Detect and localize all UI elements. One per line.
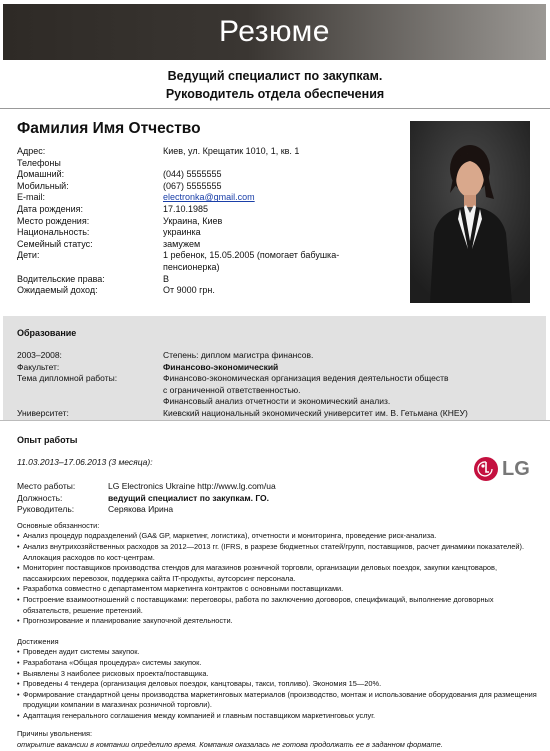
job-title-line2: Руководитель отдела обеспечения — [165, 87, 385, 101]
reasons-text: открытие вакансии в компании определило время. Компания оказалась не готова продолжать ее в заданном формате. — [17, 740, 443, 750]
education-title: Образование — [17, 328, 77, 338]
page-title: Резюме — [219, 15, 330, 48]
education-row: Тема дипломной работы: Финансово-экономическая организация ведения деятельности обществ — [17, 373, 449, 384]
info-row: Дети: 1 ребенок, 15.05.2005 (помогает бабушка- — [17, 250, 340, 261]
info-row: Водительские права: B — [17, 273, 170, 284]
portrait-photo — [410, 121, 530, 303]
info-row: Ожидаемый доход: От 9000 грн. — [17, 285, 215, 296]
job-title — [0, 67, 550, 103]
experience-section — [17, 435, 537, 751]
lg-logo-text: LG — [502, 457, 530, 480]
divider — [0, 108, 550, 109]
list-item: • Мониторинг поставщиков производства стендов для магазинов розничной торговли, организации деловых поездок, закупки канцтоваров, пассажирских перевозок, поддержка сайта IT-продукты, аутсорсинг персонала. — [17, 563, 537, 584]
portrait-illustration — [410, 121, 530, 303]
list-item: • Адаптация генерального соглашения между компанией и главным поставщиком маркетинговых услуг. — [17, 711, 537, 722]
header-banner — [3, 4, 546, 60]
education-row: Университет: Киевский национальный экономический университет им. В. Гетьмана (КНЕУ) — [17, 407, 468, 418]
person-name: Фамилия Имя Отчество — [17, 120, 201, 137]
education-section — [3, 316, 546, 420]
info-row: E-mail: electronka@gmail.com — [17, 192, 363, 204]
list-item: • Выявлены 3 наиболее рисковых проекта/поставщика. — [17, 669, 537, 680]
email-link[interactable]: electronka@gmail.com — [163, 192, 255, 203]
divider — [0, 420, 550, 421]
job-title-line1: Ведущий специалист по закупкам. — [167, 69, 383, 83]
achievements-list — [17, 647, 537, 721]
list-item: • Проведены 4 тендера (организация деловых поездок, канцтовары, такси, топливо). Экономия 15—20%. — [17, 679, 537, 690]
list-item: • Прогнозирование и планирование закупочной деятельности. — [17, 616, 537, 627]
info-row: Дата рождения: 17.10.1985 — [17, 203, 209, 214]
info-row: Национальность: украинка — [17, 227, 201, 238]
info-row: Семейный статус: замужем — [17, 238, 201, 249]
info-row: Адрес: Киев, ул. Крещатик 1010, 1, кв. 1 — [17, 146, 300, 156]
company-link[interactable]: LG Electronics Ukraine http://www.lg.com/ua — [108, 481, 276, 491]
list-item: • Разработка совместно с департаментом маркетинга контрактов с основными поставщиками. — [17, 584, 537, 595]
info-row: пенсионерка) — [163, 261, 220, 272]
achievements-title: Достижения — [17, 636, 59, 646]
education-rows — [17, 350, 493, 420]
list-item: • Анализ процедур подразделений (GA& GP, маркетинг, логистика), отчетности и мониторинга, проведение риск-анализа. — [17, 531, 537, 542]
duties-title: Основные обязанности: — [17, 520, 100, 530]
list-item: • Формирование стандартной цены производства маркетинговых материалов (производство, монтаж и использование оборудования для размещения продукции компании в магазинах розничной торговли). — [17, 690, 537, 711]
info-row: Мобильный: (067) 5555555 — [17, 180, 222, 191]
info-row: Домашний: (044) 5555555 — [17, 169, 222, 180]
education-row: 2003–2008: Степень: диплом магистра финансов. — [17, 350, 314, 360]
personal-info — [17, 146, 363, 297]
education-row: с ограниченной ответственностью. — [163, 384, 301, 395]
job-period: 11.03.2013–17.06.2013 (3 месяца): — [17, 457, 153, 467]
education-row: Факультет: Финансово-экономический — [17, 361, 279, 372]
info-row: Место рождения: Украина, Киев — [17, 215, 223, 226]
list-item: • Разработана «Общая процедура» системы закупок. — [17, 658, 537, 669]
job-details: Место работы: LG Electronics Ukraine http://www.lg.com/ua Должность: ведущий специалист по закупкам. ГО. Руководитель: Серякова Ирина — [17, 481, 537, 516]
list-item: • Анализ внутрихозяйственных расходов за 2012—2013 гг. (IFRS, в разрезе бюджетных статей/групп, поставщиков, расчет динамики показателей). Аллокация расходов по кост-центрам. — [17, 542, 537, 563]
list-item: • Построение взаимоотношений с поставщиками: переговоры, работа по заключению договоров, спецификаций, выполнение договорных обязательств, решение претензий. — [17, 595, 537, 616]
list-item: • Проведен аудит системы закупок. — [17, 647, 537, 658]
reasons-title: Причины увольнения: — [17, 729, 93, 739]
info-row: Телефоны — [17, 157, 61, 168]
education-row: Финансовый анализ отчетности и экономический анализ. — [163, 396, 391, 407]
experience-title: Опыт работы — [17, 435, 78, 445]
duties-list — [17, 531, 537, 626]
